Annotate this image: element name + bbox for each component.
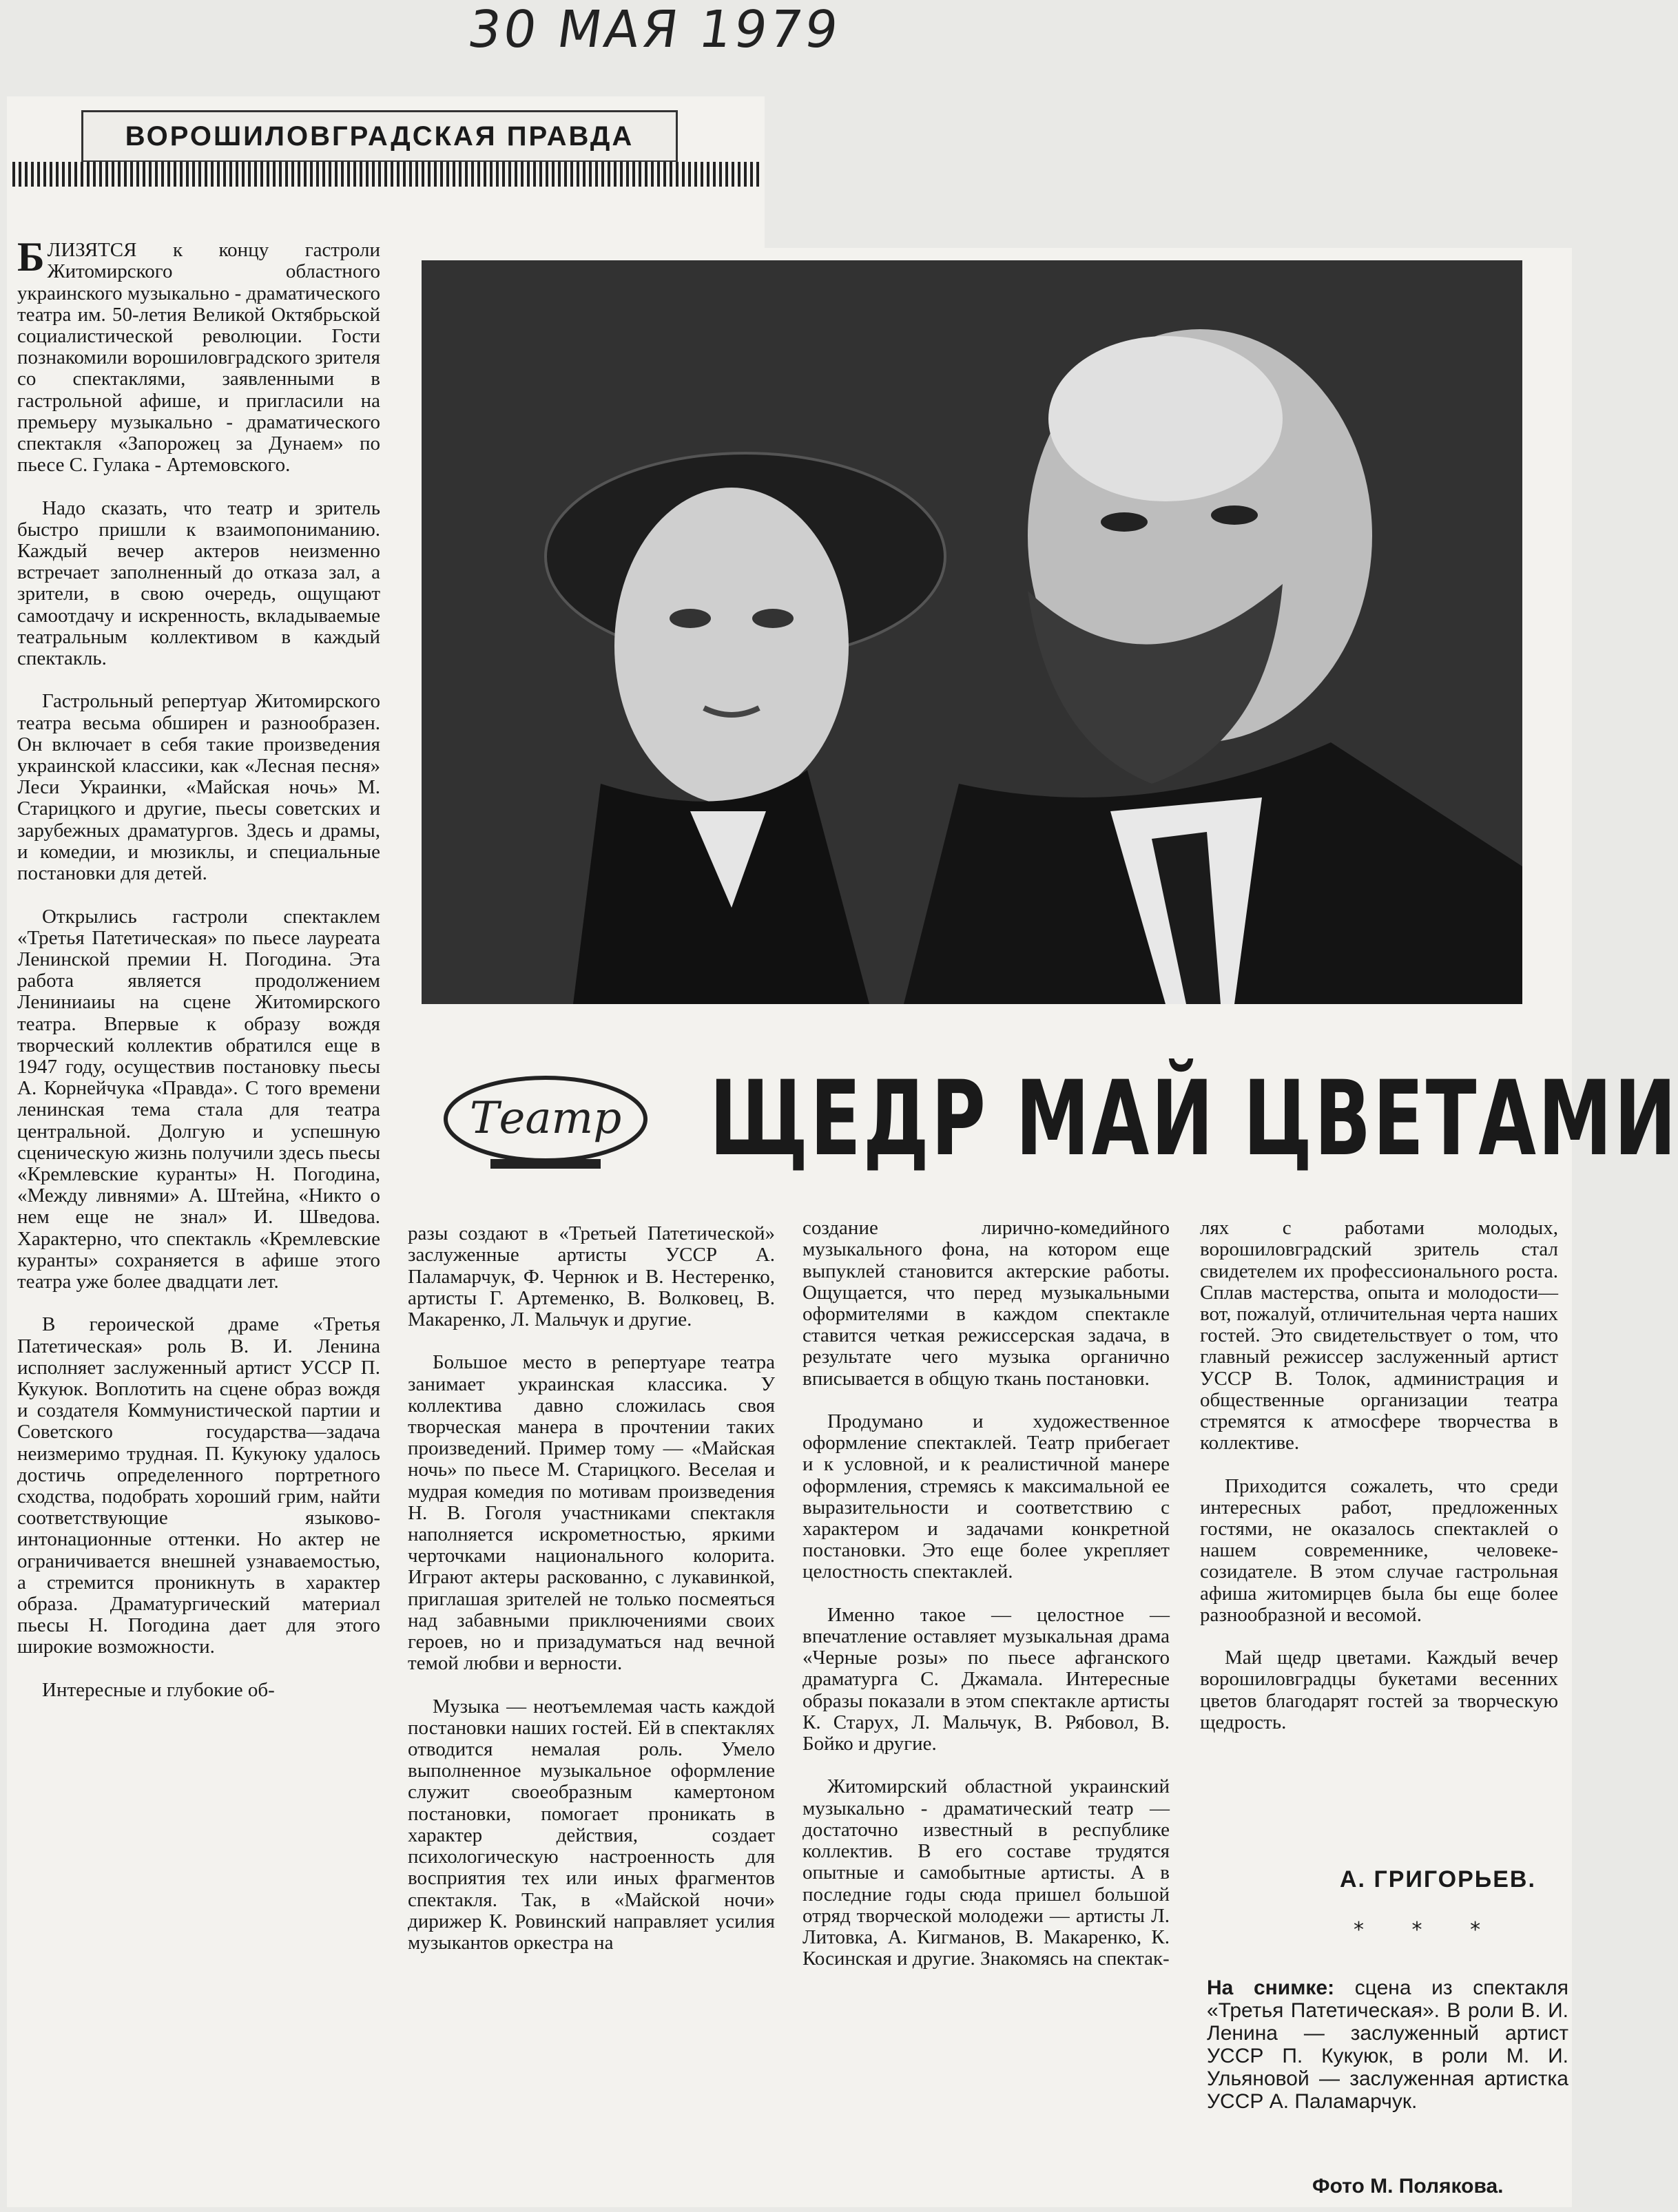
theatre-logo bbox=[442, 1071, 649, 1174]
paragraph: создание лирично-комедийного музыкального фона, на котором еще выпуклей становится актерские работы. Ощущается, что перед музыкальными оформителями в каждом спектакле ставится четкая режиссерская задача, в результате чего музыка органично вписывается в общую ткань постановки. bbox=[802, 1217, 1170, 1390]
section-separator: * * * bbox=[1354, 1918, 1502, 1942]
paragraph: Именно такое — целостное — впечатление оставляет музыкальная драма «Черные розы» по пьесе афганского драматурга С. Джамала. Интересные образы показали в этом спектакле артисты К. Старух, Л. Мальчук, В. Рябовол, В. Бойко и другие. bbox=[802, 1603, 1170, 1755]
article-column-3 bbox=[802, 1196, 1170, 1992]
article-column-2 bbox=[408, 1202, 775, 1975]
newspaper-masthead: ВОРОШИЛОВГРАДСКАЯ ПРАВДА bbox=[81, 110, 678, 163]
paragraph: Приходится сожалеть, что среди интересных работ, предложенных гостями, не оказалось спектаклей о нашем современнике, человеке-созидателе. В этом случае гастрольная афиша житомирцев была бы еще более разнообразной и весомой. bbox=[1200, 1474, 1558, 1626]
paragraph: Гастрольный репертуар Житомирского театра весьма обширен и разнообразен. Он включает в себя такие произведения украинской классики, как «Лесная песня» Леси Украинки, «Майская ночь» М. Старицкого и другие, пьесы советских и зарубежных драматургов. Здесь и драмы, и комедии, и мюзиклы, и специальные постановки для детей. bbox=[17, 690, 380, 885]
drop-cap: Б bbox=[17, 234, 45, 280]
paragraph: Надо сказать, что театр и зритель быстро пришли к взаимопониманию. Каждый вечер актеров неизменно встречает заполненный до отказа зал, а зрители, в свою очередь, ощущают самоотдачу и искренность, вкладываемые театральным коллективом в каждый спектакль. bbox=[17, 497, 380, 670]
paragraph: Открылись гастроли спектаклем «Третья Патетическая» по пьесе лауреата Ленинской премии Н. Погодина. Эта работа является продолжением Лениниаиы на сцене Житомирского театра. Впервые к образу вождя творческий коллектив обратился еще в 1947 году, осуществив постановку пьесы А. Корнейчука «Правда». С того времени ленинская тема стала для театра центральной. Долгую и успешную сценическую жизнь получили здесь пьесы «Кремлевские куранты» Н. Погодина, «Между ливнями» А. Штейна, «Никто о нем еще не знал» И. Шведова. Характерно, что спектакль «Кремлевские куранты» сохраняется в афише этого театра уже более двадцати лет. bbox=[17, 905, 380, 1293]
theatre-photo bbox=[422, 260, 1522, 1004]
paragraph: Большое место в репертуаре театра занимает украинская классика. У коллектива давно сложилась своя творческая манера в прочтении таких произведений. Пример тому — «Майская ночь» по пьесе М. Старицкого. Веселая и мудрая комедия по мотивам произведения Н. В. Гоголя участниками спектакля наполняется искрометностью, яркими черточками национального колорита. Играют актеры раскованно, с лукавинкой, приглашая зрителей не только посмеяться над забавными приключениями своих героев, но и призадуматься над вечной темой любви и верности. bbox=[408, 1351, 775, 1675]
article-column-1 bbox=[17, 218, 380, 1722]
paragraph: Продумано и художественное оформление спектаклей. Театр прибегает и к условной, и к реалистичной манере оформления, стремясь к максимальной ее выразительности и соответствию с характером и задачами конкретной постановки. Это еще более укрепляет целостность спектаклей. bbox=[802, 1410, 1170, 1583]
paragraph: Житомирский областной украинский музыкально - драматический театр — достаточно известный в республике коллектив. В его составе трудятся опытные и самобытные артисты. А в последние годы сюда пришел большой отряд творческой молодежи — артисты Л. Литовка, А. Кигманов, В. Макаренко, К. Косинская и другие. Знакомясь на спектак- bbox=[802, 1775, 1170, 1970]
paragraph bbox=[17, 234, 380, 477]
article-column-4 bbox=[1200, 1196, 1558, 1755]
masthead-rule bbox=[12, 162, 760, 187]
paragraph: Май щедр цветами. Каждый вечер ворошиловградцы букетами весенних цветов благодарят гостей за творческую щедрость. bbox=[1200, 1647, 1558, 1733]
caption-text: сцена из спектакля «Третья Патетическая». В роли В. И. Ленина — заслуженный артист УССР П. Кукуюк, в роли М. И. Ульяновой — заслуженная артистка УССР А. Паламарчук. bbox=[1207, 1976, 1568, 2113]
handwritten-date: 30 МАЯ 1979 bbox=[464, 0, 845, 59]
paragraph: Интересные и глубокие об- bbox=[42, 1678, 275, 1701]
paragraph: В героической драме «Третья Патетическая» роль В. И. Ленина исполняет заслуженный артист УССР П. Кукуюк. Воплотить на сцене образ вождя и создателя Коммунистической партии и Советского государства—задача неизмеримо трудная. П. Кукуюку удалось достичь определенного портретного сходства, подобрать хороший грим, найти соответствующие языково-интонационные оттенки. Но актер не ограничивается внешней узнаваемостью, а стремится проникнуть в характер образа. Драматургический материал пьесы Н. Погодина дает для этого широкие возможности. bbox=[17, 1313, 380, 1658]
paragraph-text: ЛИЗЯТСЯ к концу гастроли Житомирского областного украинского музыкально - драматического театра им. 50-летия Великой Октябрьской социалистической революции. Гости познакомили ворошиловградского зрителя со спектаклями, заявленными в гастрольной афише, и пригласили на премьеру музыкально - драматического спектакля «Запорожец за Дунаем» по пьесе С. Гулака - Артемовского. bbox=[17, 239, 380, 477]
caption-lead: На снимке: bbox=[1207, 1976, 1335, 1999]
paragraph: Музыка — неотъемлемая часть каждой постановки наших гостей. Ей в спектаклях отводится немалая роль. Умело выполненное музыкальное оформление служит своеобразным камертоном постановки, помогает проникать в характер действия, создает психологическую настроенность для восприятия тех или иных фрагментов спектакля. Так, в «Майской ночи» дирижер К. Ровинский направляет усилия музыкантов оркестра на bbox=[408, 1695, 775, 1954]
photo-credit: Фото М. Полякова. bbox=[1312, 2175, 1504, 2198]
logo-text: Театр bbox=[469, 1093, 622, 1144]
paragraph: лях с работами молодых, ворошиловградский зритель стал свидетелем их профессионального роста. Сплав мастерства, опыта и молодости—вот, пожалуй, отличительная черта наших гостей. Это свидетельствует о том, что главный режиссер заслуженный артист УССР В. Толок, администрация и общественные организации театра стремятся к атмосфере творчества в коллективе. bbox=[1200, 1217, 1558, 1454]
author-signature: А. ГРИГОРЬЕВ. bbox=[1340, 1866, 1536, 1892]
paragraph: разы создают в «Третьей Патетической» заслуженные артисты УССР А. Паламарчук, Ф. Чернюк и В. Нестеренко, артисты Г. Артеменко, В. Волковец, В. Макаренко, Л. Мальчук и другие. bbox=[408, 1222, 775, 1331]
photo-caption bbox=[1207, 1976, 1568, 2113]
article-headline: ЩЕДР МАЙ ЦВЕТАМИ bbox=[709, 1059, 1678, 1179]
